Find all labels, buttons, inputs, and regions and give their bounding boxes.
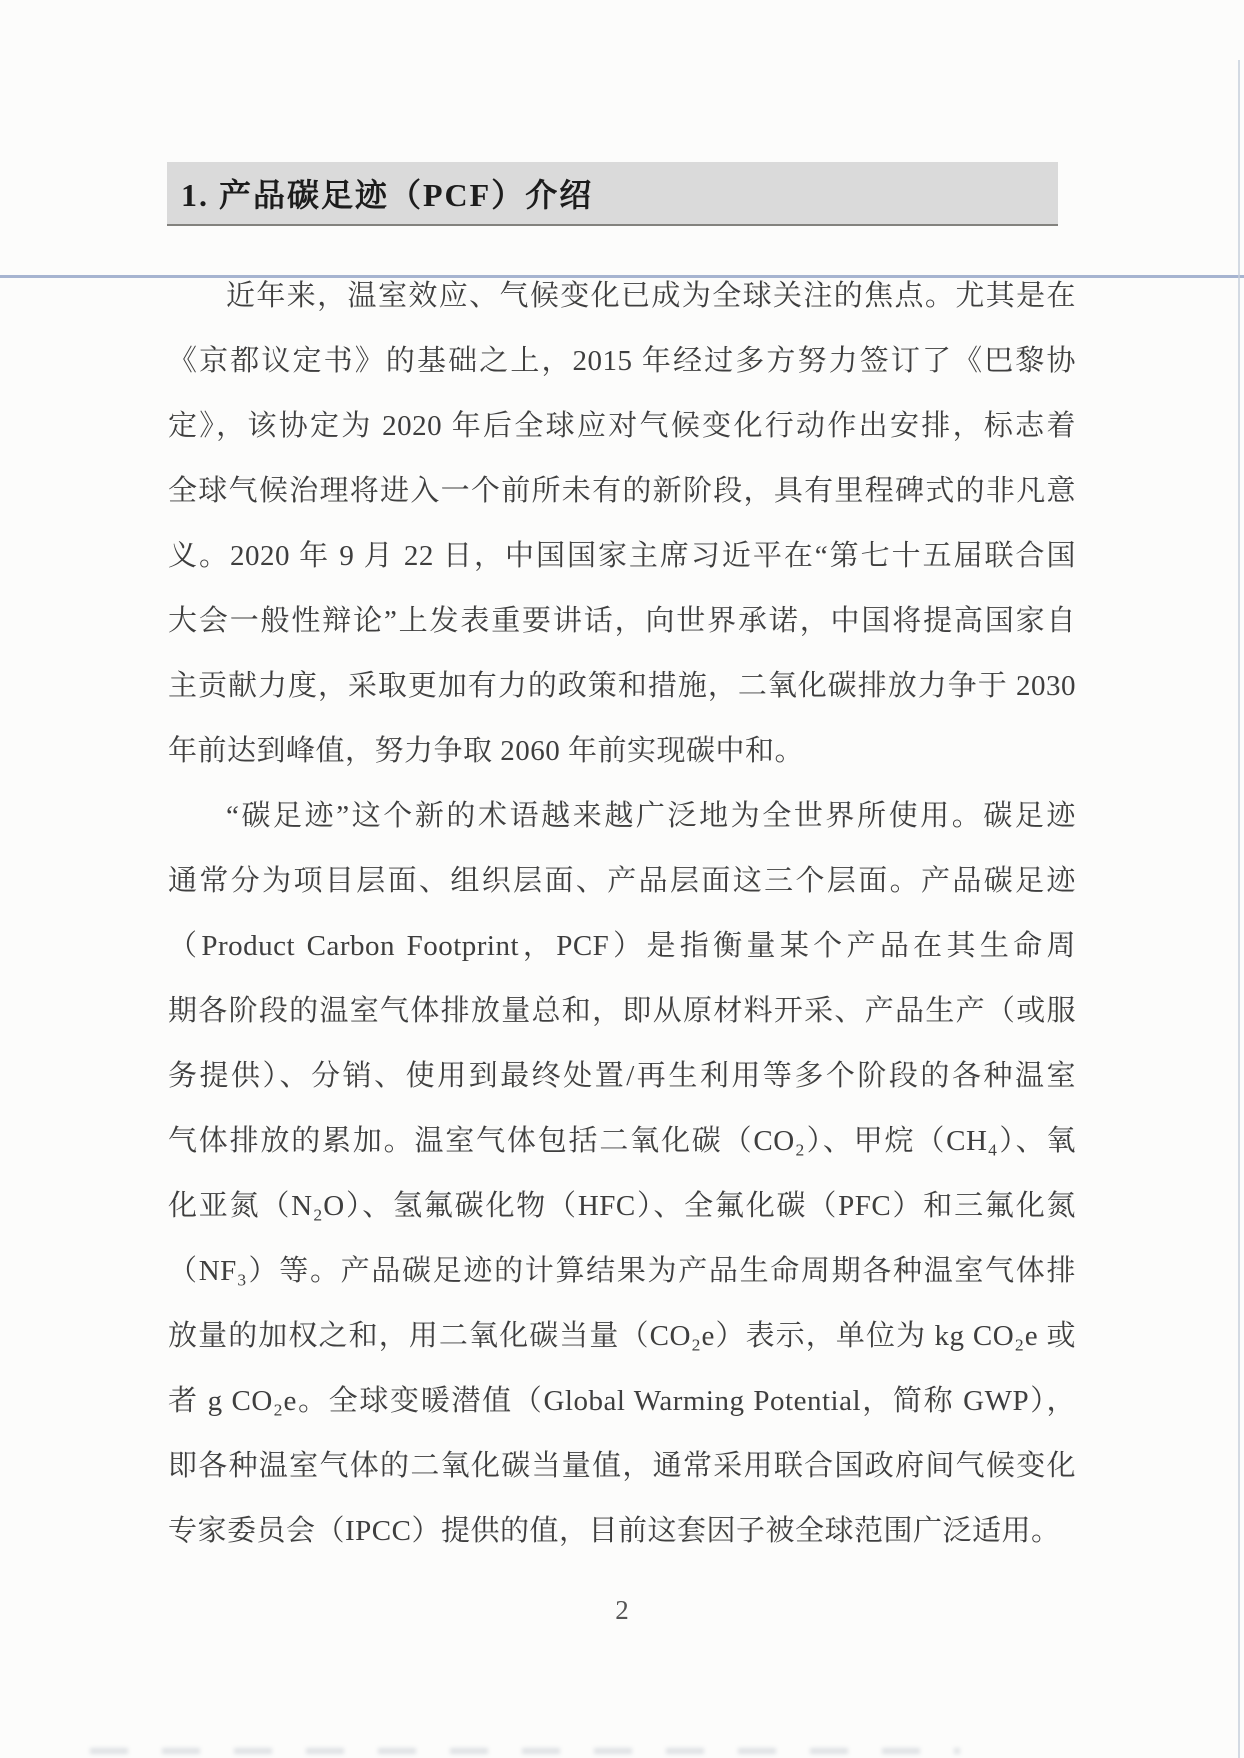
body-line: 专家委员会（IPCC）提供的值，目前这套因子被全球范围广泛适用。 [168,1515,1061,1547]
paragraph-1 [168,264,1076,784]
body-line: 定》，该协定为 2020 年后全球应对气候变化行动作出安排，标志着 [168,410,1076,442]
body-line: 者 g CO₂e。全球变暖潜值（Global Warming Potential，简称 GWP）， [168,1385,1076,1417]
section-heading: 1. 产品碳足迹（PCF）介绍 [181,177,594,213]
body-line: 义。2020 年 9 月 22 日，中国国家主席习近平在“第七十五届联合国 [168,540,1076,572]
document-body [168,264,1076,1564]
body-line: 即各种温室气体的二氧化碳当量值，通常采用联合国政府间气候变化 [168,1450,1076,1482]
body-line: 近年来，温室效应、气候变化已成为全球关注的焦点。尤其是在 [226,280,1076,312]
body-line: 务提供）、分销、使用到最终处置/再生利用等多个阶段的各种温室 [168,1060,1076,1092]
body-line: 主贡献力度，采取更加有力的政策和措施，二氧化碳排放力争于 2030 [168,670,1076,702]
body-line: 大会一般性辩论”上发表重要讲话，向世界承诺，中国将提高国家自 [168,605,1076,637]
page-number: 2 [615,1595,629,1625]
body-line: （NF₃）等。产品碳足迹的计算结果为产品生命周期各种温室气体排 [168,1255,1076,1287]
scan-edge-artifact [1238,60,1240,1758]
body-line: 气体排放的累加。温室气体包括二氧化碳（CO₂）、甲烷（CH₄）、氧 [168,1125,1076,1157]
paragraph-2 [168,784,1076,1564]
body-line: 放量的加权之和，用二氧化碳当量（CO₂e）表示，单位为 kg CO₂e 或 [168,1320,1076,1352]
section-heading-box [167,162,1058,226]
body-line: 期各阶段的温室气体排放量总和，即从原材料开采、产品生产（或服 [168,995,1076,1027]
body-line: 《京都议定书》的基础之上，2015 年经过多方努力签订了《巴黎协 [168,345,1076,377]
body-line: “碳足迹”这个新的术语越来越广泛地为全世界所使用。碳足迹 [226,800,1076,832]
body-line: 全球气候治理将进入一个前所未有的新阶段，具有里程碑式的非凡意 [168,475,1076,507]
body-line: 通常分为项目层面、组织层面、产品层面这三个层面。产品碳足迹 [168,865,1076,897]
body-line: 年前达到峰值，努力争取 2060 年前实现碳中和。 [168,735,805,767]
body-line: 化亚氮（N₂O）、氢氟碳化物（HFC）、全氟化碳（PFC）和三氟化氮 [168,1190,1076,1222]
page-bleed-artifact [90,1748,960,1754]
body-line: （Product Carbon Footprint，PCF）是指衡量某个产品在其生命周 [168,930,1076,962]
